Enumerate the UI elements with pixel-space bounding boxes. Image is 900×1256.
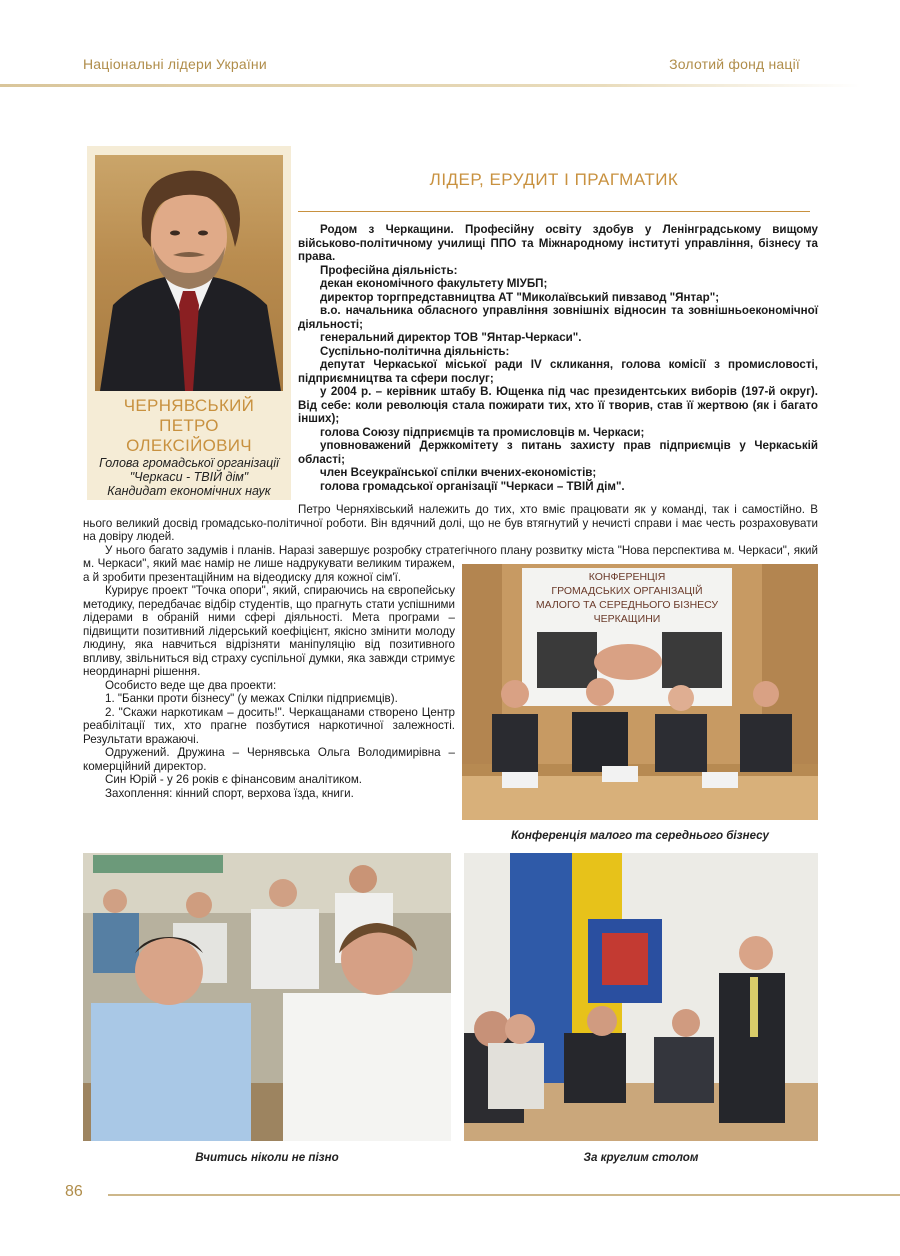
bio-paragraph: Професійна діяльність: bbox=[320, 263, 458, 277]
bio-paragraph: голова громадської організації "Черкаси – ТВІЙ дім". bbox=[320, 479, 625, 493]
banner-line-2: ГРОМАДСЬКИХ ОРГАНІЗАЦІЙ bbox=[551, 585, 703, 597]
classroom-photo bbox=[83, 853, 451, 1141]
bio-block bbox=[298, 223, 818, 493]
conference-photo bbox=[462, 564, 818, 820]
body-paragraph: 2. "Скажи наркотикам – досить!". Черкащанами створено Центр реабілітації тих, хто прагне позбутися наркотичної залежності. Результати вражаючі. bbox=[83, 705, 455, 746]
bio-paragraph: в.о. начальника обласного управління зовнішніх відносин та зовнішньоекономічної діяльності; bbox=[298, 304, 818, 331]
person-first-name: ПЕТРО bbox=[159, 416, 219, 435]
body-paragraph: Петро Черняхівський належить до тих, хто вміє працювати як у команді, так і самостійно. В нього великий досвід громадсько-політичної роботи. Він вдячний долі, що не був втягнутий у нечисті справи і має честь розраховувати на довіру людей. bbox=[83, 503, 818, 543]
portrait-card bbox=[87, 146, 291, 500]
conference-caption: Конференція малого та середнього бізнесу bbox=[511, 829, 769, 842]
person-role-line1: Голова громадської організації bbox=[99, 456, 279, 470]
person-patronymic: ОЛЕКСІЙОВИЧ bbox=[126, 436, 252, 455]
bio-paragraph: генеральний директор ТОВ "Янтар-Черкаси". bbox=[320, 331, 582, 344]
body-paragraph: Одружений. Дружина – Чернявська Ольга Володимирівна – комерційний директор. bbox=[83, 746, 455, 773]
bio-paragraph: Родом з Черкащини. Професійну освіту здобув у Ленінградському вищому військово-політичному училищі ППО та Міжнародному інституті управління, бізнесу та права. bbox=[298, 223, 818, 263]
person-role-line3: Кандидат економічних наук bbox=[107, 484, 271, 498]
page-number: 86 bbox=[65, 1183, 83, 1200]
title-rule bbox=[298, 211, 810, 212]
person-surname: ЧЕРНЯВСЬКИЙ bbox=[123, 396, 255, 415]
banner-line-4: ЧЕРКАЩИНИ bbox=[593, 613, 661, 625]
bio-paragraph: Суспільно-політична діяльність: bbox=[320, 344, 510, 358]
body-paragraph: Захоплення: кінний спорт, верхова їзда, книги. bbox=[105, 786, 354, 800]
person-role-line2: "Черкаси - ТВІЙ дім" bbox=[129, 470, 249, 484]
body-paragraph: 1. "Банки проти бізнесу" (у межах Спілки підприємців). bbox=[105, 692, 398, 705]
body-paragraph: Особисто веде ще два проекти: bbox=[105, 678, 277, 692]
bio-paragraph: декан економічного факультету МІУБП; bbox=[320, 277, 548, 290]
bio-paragraph: у 2004 р. – керівник штабу В. Ющенка під час президентських виборів (197-й округ). Від себе: коли революція стала пожирати тих, хто її творив, став її жертвою (як і багато інших); bbox=[298, 385, 818, 425]
header-rule bbox=[0, 84, 860, 87]
bio-paragraph: член Всеукраїнської спілки вчених-економістів; bbox=[320, 466, 597, 479]
body-paragraph: Син Юрій - у 26 років є фінансовим аналітиком. bbox=[105, 773, 363, 786]
article-title: ЛІДЕР, ЕРУДИТ І ПРАГМАТИК bbox=[429, 170, 679, 189]
body-left-column bbox=[83, 557, 455, 800]
footer-rule bbox=[108, 1194, 900, 1196]
classroom-caption: Вчитись ніколи не пізно bbox=[195, 1151, 339, 1164]
bio-paragraph: директор торгпредставництва АТ "Миколаївський пивзавод "Янтар"; bbox=[320, 290, 720, 304]
body-paragraph-line: У нього багато задумів і планів. Наразі завершує розробку стратегічного плану розвитку міста "Нова перспектива м. Черкаси", який bbox=[105, 544, 818, 557]
body-paragraph: Курирує проект "Точка опори", який, спираючись на європейську методику, передбачає відбір студентів, що прагнуть стати успішними лідерами в обраній ними сфері діяльності. Мета програми – підвищити позитивний лідерський коефіцієнт, якісно змінити молоду людину, яка навчиться відрізняти маніпуляцію від позитивного впливу, звільниться від страху суспільної думки, яка завжди стримує неординарні рішення. bbox=[83, 584, 455, 678]
bio-paragraph: голова Союзу підприємців та промисловців м. Черкаси; bbox=[320, 425, 645, 439]
banner-line-1: КОНФЕРЕНЦІЯ bbox=[588, 571, 666, 583]
roundtable-photo bbox=[464, 853, 818, 1141]
running-header-left: Національні лідери України bbox=[83, 56, 267, 72]
body-paragraph-cont: м. Черкаси", який має намір не лише надрукувати великим тиражем, а й зробити презентаційним на відеодиску для кожної сім'ї. bbox=[83, 557, 455, 584]
bio-paragraph: депутат Черкаської міської ради IV скликання, голова комісії з промисловості, підприємництва та сфери послуг; bbox=[298, 358, 818, 385]
roundtable-caption: За круглим столом bbox=[583, 1151, 699, 1164]
banner-line-3: МАЛОГО ТА СЕРЕДНЬОГО БІЗНЕСУ bbox=[535, 599, 719, 611]
body-fullwidth bbox=[83, 503, 818, 544]
bio-paragraph: уповноважений Держкомітету з питань захисту прав підприємців у Черкаській області; bbox=[298, 439, 818, 466]
portrait-photo bbox=[95, 155, 283, 391]
running-header-right: Золотий фонд нації bbox=[669, 56, 800, 72]
plans-first-line bbox=[83, 544, 818, 558]
